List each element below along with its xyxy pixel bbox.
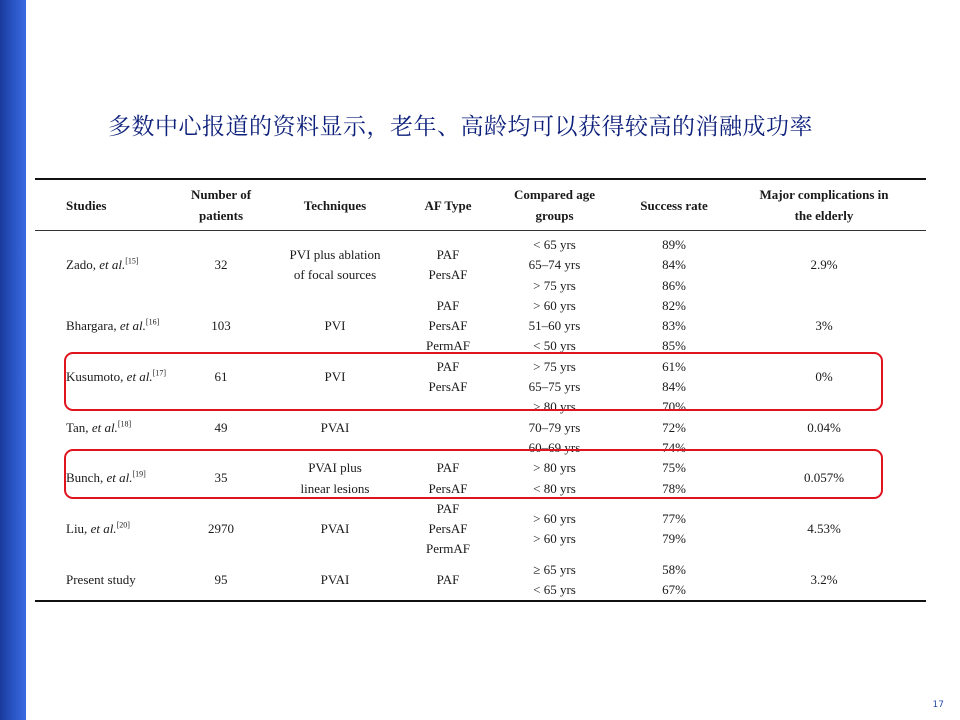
success-rate-line: 74% xyxy=(662,439,686,455)
age-group-line: > 60 yrs xyxy=(533,531,576,547)
success-rate-line: 75% xyxy=(662,460,686,476)
age-group-line: > 80 yrs xyxy=(533,460,576,476)
study-reference: [16] xyxy=(145,317,160,327)
table-row xyxy=(35,231,926,296)
success-rate xyxy=(626,499,722,560)
af-type-line: PAF xyxy=(436,358,460,374)
table-header-row xyxy=(35,179,926,231)
study-author: Kusumoto, xyxy=(66,368,127,384)
success-rate-line: 77% xyxy=(662,511,686,526)
technique-line: PVI xyxy=(324,318,346,334)
age-group-line: > 60 yrs xyxy=(533,297,576,313)
af-type-line: PAF xyxy=(436,460,460,476)
technique xyxy=(257,458,413,499)
success-rate-line: 89% xyxy=(662,237,686,252)
study-author: Tan, xyxy=(66,419,92,435)
header-age-line1: Compared age xyxy=(513,187,595,202)
success-rate-line: 78% xyxy=(662,480,686,496)
age-group-line: 51–60 yrs xyxy=(528,318,581,334)
complication-rate: 3% xyxy=(815,318,833,334)
technique xyxy=(257,397,413,458)
af-type xyxy=(413,499,483,560)
technique-line: PVI xyxy=(324,368,346,384)
success-rate-line: 86% xyxy=(662,277,686,293)
technique-line: linear lesions xyxy=(300,480,370,496)
table-row xyxy=(35,499,926,560)
age-group xyxy=(483,296,626,357)
study-author: Bunch, xyxy=(66,470,107,486)
study-name xyxy=(35,499,185,560)
table-row xyxy=(35,296,926,357)
age-group-line: 65–74 yrs xyxy=(528,257,581,273)
header-patients-line2: patients xyxy=(198,208,244,223)
technique-line: PVAI plus xyxy=(308,460,362,476)
study-author: Bhargara, xyxy=(66,318,120,334)
success-rate-line: 84% xyxy=(662,379,686,395)
success-rate-line: 72% xyxy=(662,419,686,435)
study-author: Present study xyxy=(66,571,136,587)
patient-count: 49 xyxy=(214,419,228,435)
af-type xyxy=(413,296,483,357)
page-number: 17 xyxy=(932,700,944,710)
age-group-line: 60–69 yrs xyxy=(528,439,581,455)
success-rate xyxy=(626,397,722,458)
age-group xyxy=(483,499,626,560)
age-group xyxy=(483,397,626,458)
study-comparison-table xyxy=(35,178,926,602)
patient-count: 2970 xyxy=(208,521,234,537)
study-reference: [17] xyxy=(152,368,166,378)
success-rate xyxy=(626,231,722,296)
study-etal: et al. xyxy=(99,257,126,273)
complication-rate: 0.057% xyxy=(803,470,845,486)
success-rate-line: 79% xyxy=(662,531,686,547)
technique xyxy=(257,499,413,560)
success-rate xyxy=(626,357,722,398)
left-accent-bar xyxy=(0,0,26,720)
header-techniques: Techniques xyxy=(303,197,367,213)
age-group-line: > 75 yrs xyxy=(533,358,576,374)
header-patients-line1: Number of xyxy=(190,187,252,202)
patient-count: 61 xyxy=(214,368,228,384)
af-type xyxy=(413,458,483,499)
header-compl-line1: Major complications in xyxy=(759,187,889,202)
af-type-line: PAF xyxy=(436,247,460,263)
header-success-rate: Success rate xyxy=(640,197,708,213)
age-group-line: < 50 yrs xyxy=(533,338,576,354)
age-group-line: < 65 yrs xyxy=(533,237,576,252)
age-group-line: > 80 yrs xyxy=(533,399,576,415)
study-author: Zado, xyxy=(66,257,100,273)
complication-rate: 3.2% xyxy=(810,571,838,587)
table-row xyxy=(35,458,926,499)
af-type-line: PersAF xyxy=(428,521,468,537)
success-rate-line: 70% xyxy=(662,399,686,415)
af-type-line: PAF xyxy=(436,500,460,516)
study-name xyxy=(35,357,185,398)
study-author: Liu, xyxy=(66,521,91,537)
slide-title: 多数中心报道的资料显示，老年、高龄均可以获得较高的消融成功率 xyxy=(108,114,813,140)
study-etal: et al. xyxy=(106,470,133,486)
header-complications xyxy=(722,179,926,231)
success-rate-line: 85% xyxy=(662,338,686,354)
study-reference: [20] xyxy=(116,520,130,530)
success-rate-line: 84% xyxy=(662,257,686,273)
technique xyxy=(257,357,413,398)
age-group xyxy=(483,357,626,398)
complication-rate: 4.53% xyxy=(807,521,841,537)
header-compl-line2: the elderly xyxy=(794,208,854,223)
header-age-line2: groups xyxy=(535,208,574,223)
complication-rate: 2.9% xyxy=(810,257,838,273)
complication-rate: 0% xyxy=(815,368,833,384)
table-row xyxy=(35,397,926,458)
age-group xyxy=(483,458,626,499)
patient-count: 103 xyxy=(211,318,231,334)
success-rate-line: 82% xyxy=(662,297,686,313)
success-rate-line: 67% xyxy=(662,582,686,598)
patient-count: 35 xyxy=(214,470,228,486)
study-etal: et al. xyxy=(126,368,153,384)
technique xyxy=(257,296,413,357)
af-type-line: PersAF xyxy=(428,318,468,334)
study-name xyxy=(35,560,185,602)
age-group-line: > 75 yrs xyxy=(533,277,576,293)
age-group-line: > 60 yrs xyxy=(533,511,576,526)
age-group-line: 70–79 yrs xyxy=(528,419,581,435)
af-type xyxy=(413,357,483,398)
header-af-type: AF Type xyxy=(424,197,472,213)
af-type-line: PAF xyxy=(436,571,460,587)
header-studies: Studies xyxy=(66,197,107,213)
success-rate-line: 83% xyxy=(662,318,686,334)
header-age-groups xyxy=(483,179,626,231)
age-group-line: 65–75 yrs xyxy=(528,379,581,395)
age-group xyxy=(483,560,626,602)
age-group-line: < 65 yrs xyxy=(533,582,576,598)
study-name xyxy=(35,296,185,357)
technique-line: PVAI xyxy=(320,571,350,587)
af-type-line: PAF xyxy=(436,297,460,313)
af-type xyxy=(413,397,483,458)
technique-line: of focal sources xyxy=(293,267,377,283)
complication-rate: 0.04% xyxy=(807,419,841,435)
patient-count: 95 xyxy=(214,571,228,587)
header-patients xyxy=(185,179,257,231)
af-type-line: PersAF xyxy=(428,480,468,496)
af-type xyxy=(413,560,483,602)
af-type xyxy=(413,231,483,296)
technique-line: PVAI xyxy=(320,419,350,435)
technique xyxy=(257,231,413,296)
study-name xyxy=(35,397,185,458)
success-rate-line: 58% xyxy=(662,561,686,577)
study-reference: [15] xyxy=(125,256,139,266)
study-name xyxy=(35,458,185,499)
study-etal: et al. xyxy=(90,521,117,537)
technique-line: PVAI xyxy=(320,521,350,537)
study-etal: et al. xyxy=(91,419,118,435)
af-type-line: PersAF xyxy=(428,379,468,395)
study-table-container xyxy=(35,178,926,602)
age-group-line: ≥ 65 yrs xyxy=(533,561,576,577)
study-etal: et al. xyxy=(119,318,146,334)
study-reference: [18] xyxy=(117,419,132,429)
success-rate xyxy=(626,458,722,499)
table-row xyxy=(35,560,926,602)
study-reference: [19] xyxy=(132,470,146,480)
table-row xyxy=(35,357,926,398)
success-rate xyxy=(626,560,722,602)
technique xyxy=(257,560,413,602)
success-rate-line: 61% xyxy=(662,358,686,374)
age-group xyxy=(483,231,626,296)
af-type-line: PermAF xyxy=(425,541,471,557)
patient-count: 32 xyxy=(214,257,228,273)
success-rate xyxy=(626,296,722,357)
technique-line: PVI plus ablation xyxy=(289,247,381,263)
af-type-line: PermAF xyxy=(425,338,471,354)
age-group-line: < 80 yrs xyxy=(533,480,576,496)
study-name xyxy=(35,231,185,296)
af-type-line: PersAF xyxy=(428,267,468,283)
